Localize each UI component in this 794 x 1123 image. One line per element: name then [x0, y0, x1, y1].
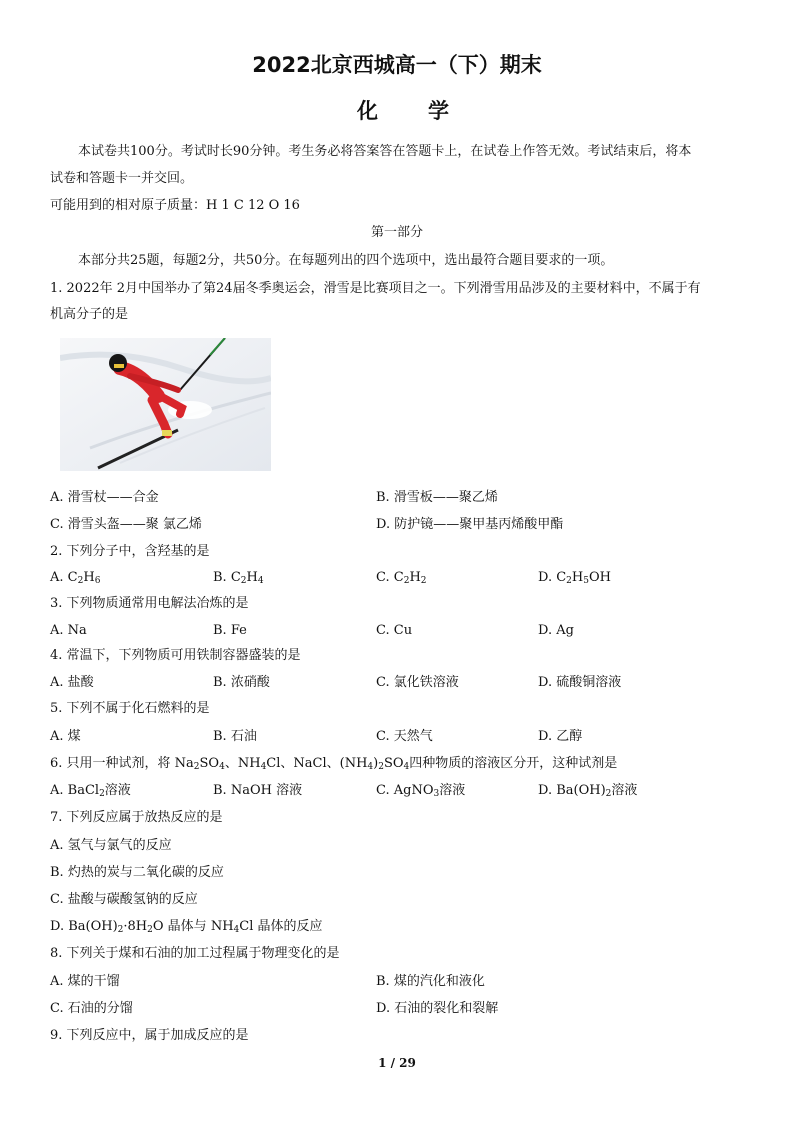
q7-option-a: A. 氢气与氯气的反应 [50, 838, 172, 853]
q5-option-a: A. 煤 [50, 729, 81, 744]
q7-option-d: D. $Ba(OH)_2\cdot 8H_2O$ 晶体与 $NH_4Cl$ 晶体的反应 [50, 919, 323, 935]
intro-line-1: 本试卷共100分。考试时长90分钟。考生务必将答案答在答题卡上，在试卷上作答无效。考试结束后，将本 [78, 144, 692, 159]
q5-stem: 5. 下列不属于化石燃料的是 [50, 701, 210, 716]
q4-option-b: B. 浓硝酸 [213, 675, 270, 690]
exam-title: 2022北京西城高一（下）期末 [252, 53, 542, 77]
q2-stem: 2. 下列分子中，含羟基的是 [50, 544, 210, 559]
subject-char-1: 化 [357, 99, 378, 123]
q8-option-c: C. 石油的分馏 [50, 1001, 133, 1016]
q6-option-d: D. $Ba(OH)_2$溶液 [538, 783, 638, 799]
q6-option-a: A. BaCl$_2$溶液 [50, 783, 131, 799]
q2-option-b: B. $C_2H_4$ [213, 570, 264, 586]
q4-option-c: C. 氯化铁溶液 [376, 675, 459, 690]
subject-char-2: 学 [428, 99, 449, 123]
q7-option-b: B. 灼热的炭与二氧化碳的反应 [50, 865, 224, 880]
q1-option-c: C. 滑雪头盔——聚 氯乙烯 [50, 517, 202, 532]
q6-option-b: B. NaOH 溶液 [213, 783, 303, 798]
q1-stem-line-1: 1. 2022年 2月中国举办了第24届冬季奥运会，滑雪是比赛项目之一。下列滑雪用品涉及的主要材料中，不属于有 [50, 281, 701, 296]
q3-option-d: D. Ag [538, 623, 574, 638]
q1-stem-line-2: 机高分子的是 [50, 307, 129, 322]
q8-stem: 8. 下列关于煤和石油的加工过程属于物理变化的是 [50, 946, 340, 961]
q9-stem: 9. 下列反应中，属于加成反应的是 [50, 1028, 249, 1043]
atomic-mass-note: 可能用到的相对原子质量：H 1 C 12 O 16 [50, 198, 300, 213]
q6-stem: 6. 只用一种试剂，将 $Na_2SO_4$、$NH_4Cl$、NaCl、$(NH_4)_2SO_4$四种物质的溶液区分开，这种试剂是 [50, 756, 618, 772]
q1-option-b: B. 滑雪板——聚乙烯 [376, 490, 498, 505]
q4-option-a: A. 盐酸 [50, 675, 94, 690]
skier-photo [60, 338, 271, 471]
q5-option-b: B. 石油 [213, 729, 257, 744]
q1-option-d: D. 防护镜——聚甲基丙烯酸甲酯 [376, 517, 564, 532]
q3-stem: 3. 下列物质通常用电解法冶炼的是 [50, 596, 249, 611]
intro-line-2: 试卷和答题卡一并交回。 [50, 171, 194, 186]
q5-option-d: D. 乙醇 [538, 729, 583, 744]
q8-option-a: A. 煤的干馏 [50, 974, 120, 989]
q3-option-c: C. Cu [376, 623, 413, 638]
q2-option-d: D. $C_2H_5OH$ [538, 570, 611, 586]
q1-option-a: A. 滑雪杖——合金 [50, 490, 159, 505]
q5-option-c: C. 天然气 [376, 729, 433, 744]
part1-instructions: 本部分共25题，每题2分，共50分。在每题列出的四个选项中，选出最符合题目要求的一项。 [78, 253, 614, 268]
q3-option-b: B. Fe [213, 623, 247, 638]
q7-option-c: C. 盐酸与碳酸氢钠的反应 [50, 892, 198, 907]
q8-option-b: B. 煤的汽化和液化 [376, 974, 485, 989]
q8-option-d: D. 石油的裂化和裂解 [376, 1001, 499, 1016]
q2-option-a: A. $C_2H_6$ [50, 570, 101, 586]
page-number: 1 / 29 [378, 1056, 416, 1070]
q4-option-d: D. 硫酸铜溶液 [538, 675, 622, 690]
q2-option-c: C. $C_2H_2$ [376, 570, 427, 586]
q4-stem: 4. 常温下，下列物质可用铁制容器盛装的是 [50, 648, 301, 663]
q7-stem: 7. 下列反应属于放热反应的是 [50, 810, 223, 825]
q3-option-a: A. Na [50, 623, 87, 638]
q6-option-c: C. AgNO$_3$溶液 [376, 783, 466, 799]
part1-heading: 第一部分 [370, 225, 423, 240]
